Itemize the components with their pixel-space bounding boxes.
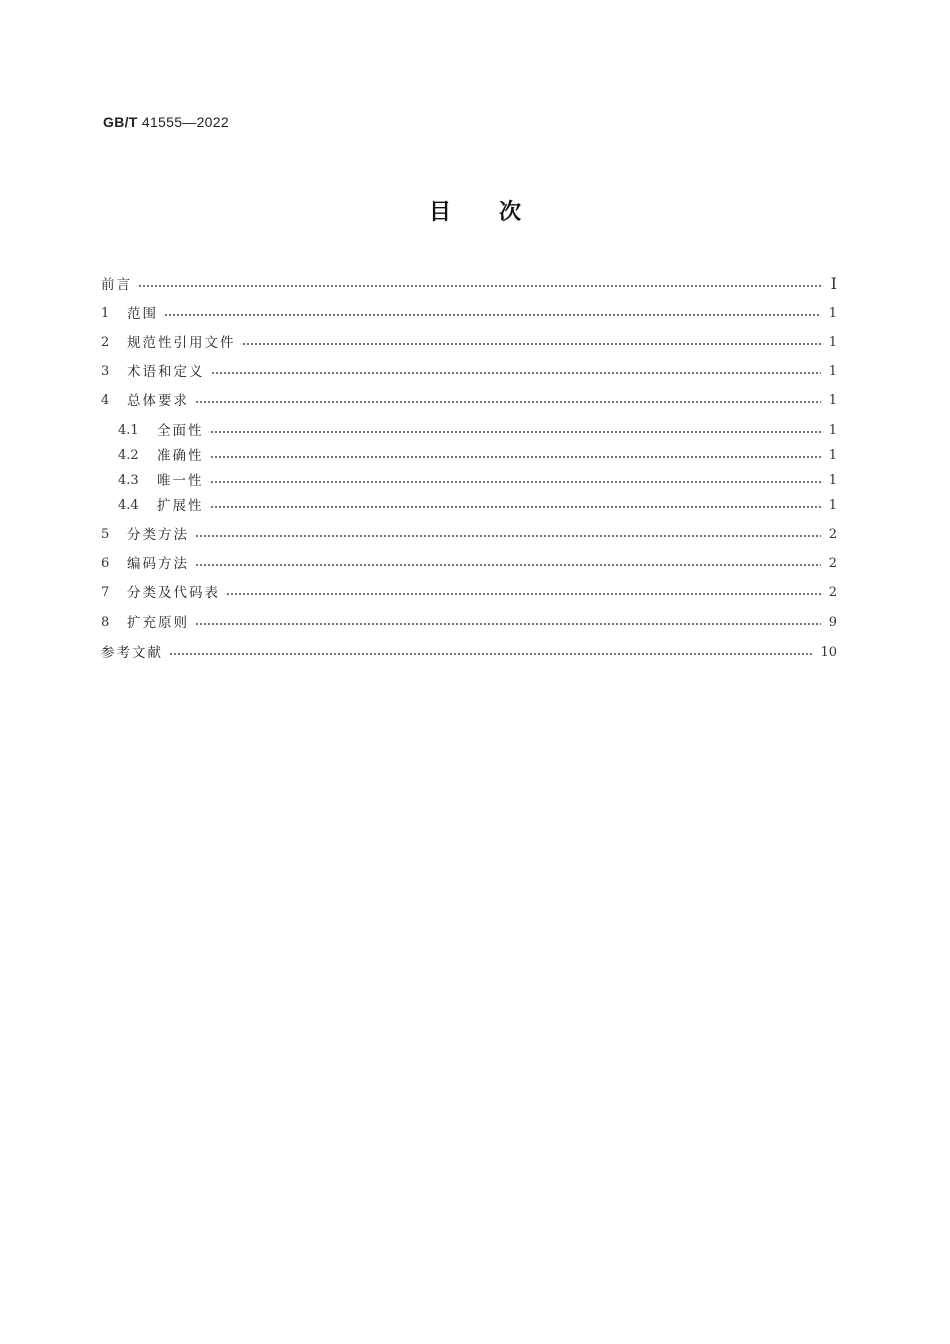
- toc-entry-number: 4: [101, 393, 110, 408]
- toc-page-number: 1: [828, 364, 837, 379]
- toc-entry-title: 前言: [101, 277, 132, 293]
- toc-entry-title: 准确性: [157, 448, 204, 464]
- toc-entry-title: 范围: [127, 306, 158, 322]
- toc-entry-number: 4.2: [118, 448, 139, 463]
- toc-entry-number: 6: [101, 556, 110, 571]
- toc-page-number: 1: [828, 423, 837, 438]
- toc-page-number: 1: [828, 306, 837, 321]
- toc-entry-title: 全面性: [157, 423, 204, 439]
- toc-entry[interactable]: [101, 613, 837, 633]
- toc-page-number: 2: [828, 585, 837, 600]
- toc-page-number: 1: [828, 473, 837, 488]
- toc-entry[interactable]: [101, 275, 837, 295]
- toc-dot-leader: [195, 613, 821, 633]
- toc-entry[interactable]: [101, 525, 837, 545]
- toc-entry-title: 规范性引用文件: [127, 335, 236, 351]
- toc-page-number: 9: [828, 615, 837, 630]
- standard-code-header: [103, 114, 229, 130]
- toc-dot-leader: [164, 304, 821, 324]
- toc-entry[interactable]: [101, 304, 837, 324]
- toc-entry-title: 总体要求: [127, 393, 189, 409]
- toc-entry[interactable]: [101, 471, 837, 491]
- toc-entry-number: 1: [101, 306, 110, 321]
- toc-dot-leader: [226, 583, 821, 603]
- toc-dot-leader: [210, 446, 821, 466]
- toc-entry-title: 分类方法: [127, 527, 189, 543]
- toc-page-number: Ⅰ: [830, 276, 837, 293]
- toc-entry-title: 扩展性: [157, 498, 204, 514]
- toc-dot-leader: [195, 525, 821, 545]
- toc-page-number: 2: [828, 556, 837, 571]
- standard-code-prefix: GB/T: [103, 114, 138, 130]
- toc-dot-leader: [195, 391, 821, 411]
- toc-entry-number: 7: [101, 585, 110, 600]
- toc-entry-number: 5: [101, 527, 110, 542]
- toc-entry[interactable]: [101, 391, 837, 411]
- toc-entry-number: 2: [101, 335, 110, 350]
- toc-entry-number: 3: [101, 364, 110, 379]
- toc-entry[interactable]: [101, 554, 837, 574]
- standard-code-number: 41555—2022: [141, 114, 229, 130]
- toc-page-number: 1: [828, 448, 837, 463]
- toc-entry[interactable]: [101, 421, 837, 441]
- toc-dot-leader: [169, 643, 812, 663]
- toc-dot-leader: [210, 496, 821, 516]
- toc-page-number: 1: [828, 335, 837, 350]
- toc-dot-leader: [210, 421, 821, 441]
- toc-entry-title: 术语和定义: [127, 364, 205, 380]
- toc-dot-leader: [210, 471, 821, 491]
- toc-entry-number: 4.3: [118, 473, 139, 488]
- toc-entry-title: 扩充原则: [127, 615, 189, 631]
- toc-entry-number: 4.4: [118, 498, 139, 513]
- toc-page-number: 1: [828, 498, 837, 513]
- toc-entry-title: 唯一性: [157, 473, 204, 489]
- toc-page-number: 2: [828, 527, 837, 542]
- toc-entry[interactable]: [101, 362, 837, 382]
- toc-entry-title: 参考文献: [101, 645, 163, 661]
- toc-entry[interactable]: [101, 643, 837, 663]
- toc-dot-leader: [138, 275, 823, 295]
- toc-dot-leader: [211, 362, 821, 382]
- toc-entry-title: 编码方法: [127, 556, 189, 572]
- toc-title: 目次: [428, 200, 569, 225]
- toc-entry[interactable]: [101, 333, 837, 353]
- toc-dot-leader: [242, 333, 821, 353]
- toc-entry[interactable]: [101, 583, 837, 603]
- toc-entry-number: 4.1: [118, 423, 139, 438]
- toc-entry[interactable]: [101, 496, 837, 516]
- toc-page-number: 1: [828, 393, 837, 408]
- toc-dot-leader: [195, 554, 821, 574]
- toc-page-number: 10: [820, 645, 837, 660]
- toc-entry[interactable]: [101, 446, 837, 466]
- toc-entry-number: 8: [101, 615, 110, 630]
- toc-entry-title: 分类及代码表: [127, 585, 220, 601]
